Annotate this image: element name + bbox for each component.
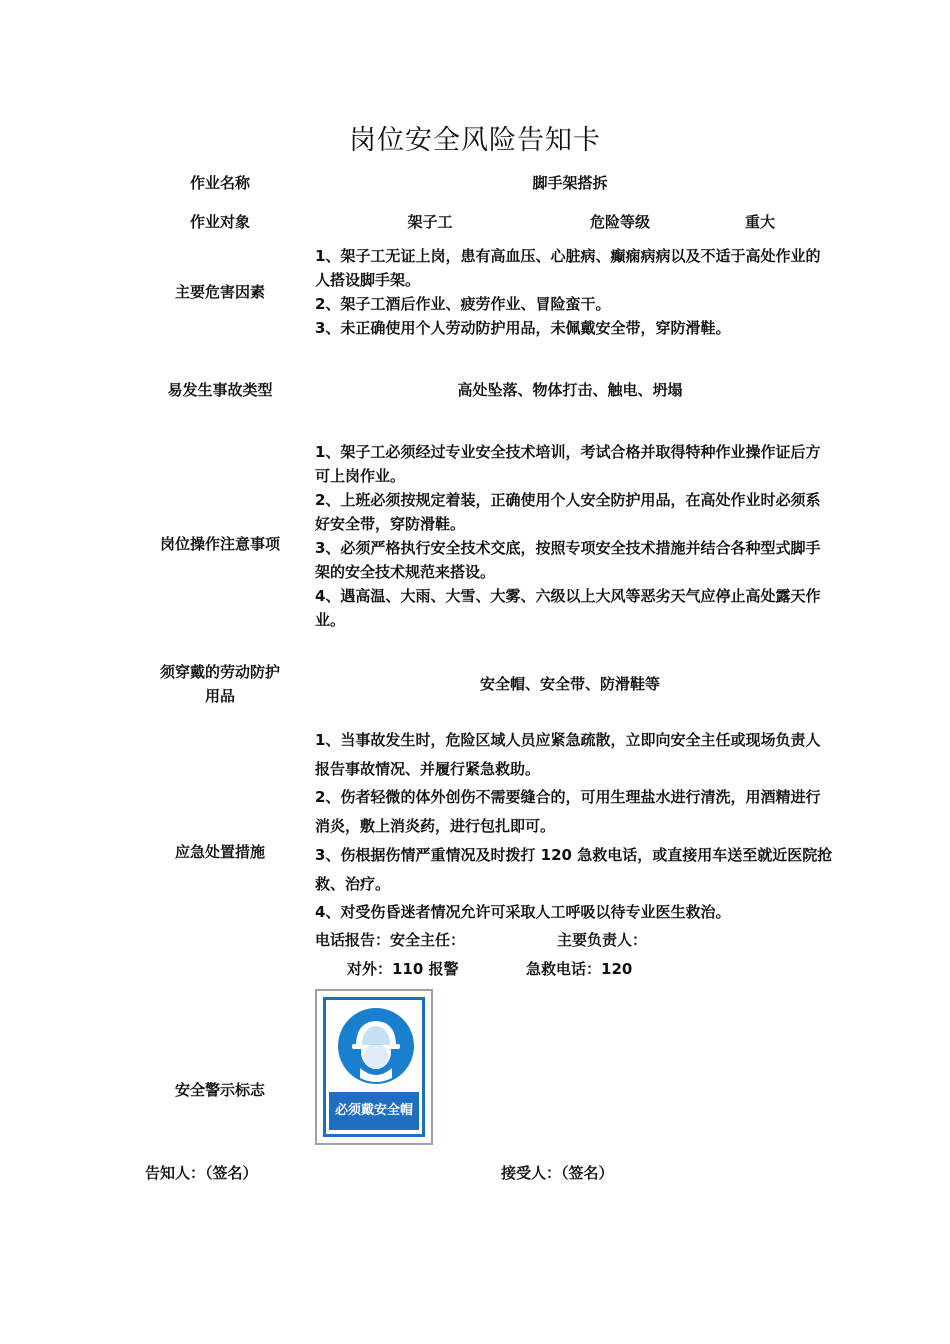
hazard-item: 1、架子工无证上岗，患有高血压、心脏病、癫痫病病以及不适于高处作业的人搭设脚手架。 [315, 247, 821, 289]
note-item: 1、架子工必须经过专业安全技术培训，考试合格并取得特种作业操作证后方可上岗作业。 [315, 443, 821, 485]
main-person: 主要负责人： [557, 931, 648, 949]
ppe-label [140, 660, 300, 708]
emergency-item: 3、伤根据伤情严重情况及时拨打 120 急救电话，或直接用车送至就近医院抢救、治疗。 [315, 845, 833, 893]
notifier-signature: 告知人：（签名） [145, 1164, 258, 1182]
note-item: 3、必须严格执行安全技术交底，按照专项安全技术措施并结合各种型式脚手架的安全技术规范来搭设。 [315, 539, 821, 581]
ppe-label-line2: 用品 [204, 687, 235, 705]
hazard-item: 3、未正确使用个人劳动防护用品，未佩戴安全带，穿防滑鞋。 [315, 319, 731, 337]
sign-text: 必须戴安全帽 [329, 1092, 419, 1130]
warning-sign-label: 安全警示标志 [174, 1081, 265, 1099]
ppe-label-line1: 须穿戴的劳动防护 [159, 663, 280, 681]
job-target-value: 架子工 [407, 213, 453, 231]
risk-level-label: 危险等级 [589, 213, 650, 231]
warning-sign [315, 989, 433, 1145]
ppe-value: 安全帽、安全带、防滑鞋等 [479, 675, 660, 693]
phone-report: 电话报告：安全主任： [315, 931, 466, 949]
note-item: 2、上班必须按规定着装，正确使用个人安全防护用品，在高处作业时必须系好安全带，穿防滑鞋。 [315, 491, 821, 533]
job-target-label: 作业对象 [189, 213, 250, 231]
accident-types-value: 高处坠落、物体打击、触电、坍塌 [457, 381, 683, 399]
sign-frame [323, 997, 425, 1137]
receiver-signature: 接受人：（签名） [501, 1164, 614, 1182]
external-call: 对外：110 报警 [347, 960, 459, 978]
page-title: 岗位安全风险告知卡 [349, 125, 601, 156]
note-item: 4、遇高温、大雨、大雪、大雾、六级以上大风等恶劣天气应停止高处露天作业。 [315, 587, 821, 629]
emergency-item: 2、伤者轻微的体外创伤不需要缝合的，可用生理盐水进行清洗，用酒精进行消炎，敷上消炎药，进行包扎即可。 [315, 788, 821, 836]
accident-types-label: 易发生事故类型 [167, 381, 273, 399]
job-name-value: 脚手架搭拆 [532, 174, 608, 192]
hazard-item: 2、架子工酒后作业、疲劳作业、冒险蛮干。 [315, 295, 611, 313]
emergency-item: 4、对受伤昏迷者情况允许可采取人工呼吸以待专业医生救治。 [315, 903, 731, 922]
emergency-list [315, 726, 835, 927]
risk-level-value: 重大 [744, 213, 775, 231]
hazards-label: 主要危害因素 [174, 283, 265, 301]
ambulance-call: 急救电话：120 [526, 960, 633, 978]
hard-hat-mandatory-icon [338, 1008, 414, 1084]
hazards-list [315, 244, 835, 340]
emergency-item: 1、当事故发生时，危险区域人员应紧急疏散，立即向安全主任或现场负责人报告事故情况、并履行紧急救助。 [315, 731, 821, 778]
operation-notes-label: 岗位操作注意事项 [159, 535, 280, 553]
emergency-label: 应急处置措施 [174, 843, 265, 861]
job-name-label: 作业名称 [189, 174, 250, 192]
operation-notes-list [315, 440, 835, 632]
